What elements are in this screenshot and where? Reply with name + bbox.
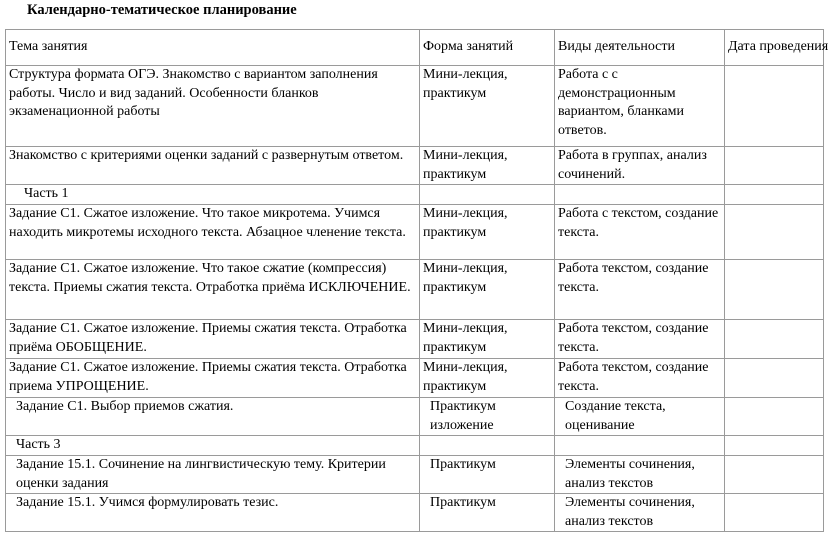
topic-cell: Структура формата ОГЭ. Знакомство с вариантом заполнения работы. Число и вид заданий. Особенности бланков экзаменационной работы (6, 66, 420, 147)
form-cell: Мини-лекция, практикум (420, 205, 555, 260)
activity-cell: Работа с с демонстрационным вариантом, бланками ответов. (555, 66, 725, 147)
header-activity-label: Виды деятельности (558, 39, 676, 55)
date-cell (725, 494, 824, 532)
header-date-label: Дата проведения (728, 39, 828, 55)
topic-cell: Задание С1. Сжатое изложение. Приемы сжатия текста. Отработка приёма ОБОБЩЕНИЕ. (6, 320, 420, 359)
table-row (6, 66, 824, 147)
empty-cell (555, 436, 725, 456)
form-cell: Практикум (420, 456, 555, 494)
date-cell (725, 359, 824, 398)
form-cell: Мини-лекция, практикум (420, 66, 555, 147)
section-label: Часть 3 (6, 436, 420, 456)
table-row (6, 260, 824, 320)
activity-cell: Работа с текстом, создание текста. (555, 205, 725, 260)
topic-cell: Задание С1. Сжатое изложение. Что такое микротема. Учимся находить микротемы исходного текста. Абзацное членение текста. (6, 205, 420, 260)
date-cell (725, 205, 824, 260)
section-row (6, 436, 824, 456)
form-cell: Практикум (420, 494, 555, 532)
date-cell (725, 260, 824, 320)
header-form-label: Форма занятий (423, 39, 514, 55)
date-cell (725, 147, 824, 185)
date-cell (725, 320, 824, 359)
form-cell: Мини-лекция, практикум (420, 260, 555, 320)
table-row (6, 456, 824, 494)
form-cell: Мини-лекция, практикум (420, 147, 555, 185)
section-label: Часть 1 (6, 185, 420, 205)
header-date (725, 30, 828, 66)
empty-cell (555, 185, 725, 205)
topic-cell: Задание С1. Сжатое изложение. Что такое сжатие (компрессия) текста. Приемы сжатия текста. Отработка приёма ИСКЛЮЧЕНИЕ. (6, 260, 420, 320)
header-activity (555, 30, 725, 66)
topic-cell: Задание 15.1. Сочинение на лингвистическую тему. Критерии оценки задания (6, 456, 420, 494)
activity-cell: Элементы сочинения, анализ текстов (555, 456, 725, 494)
table-row (6, 359, 824, 398)
topic-cell: Задание 15.1. Учимся формулировать тезис. (6, 494, 420, 532)
planning-table (5, 29, 828, 532)
activity-cell: Элементы сочинения, анализ текстов (555, 494, 725, 532)
table-row (6, 320, 824, 359)
empty-cell (420, 436, 555, 456)
form-cell: Мини-лекция, практикум (420, 320, 555, 359)
empty-cell (725, 185, 824, 205)
form-cell: Мини-лекция, практикум (420, 359, 555, 398)
activity-cell: Работа текстом, создание текста. (555, 260, 725, 320)
header-form (420, 30, 555, 66)
topic-cell: Задание С1. Сжатое изложение. Приемы сжатия текста. Отработка приема УПРОЩЕНИЕ. (6, 359, 420, 398)
page-title: Календарно-тематическое планирование (27, 2, 297, 18)
activity-cell: Создание текста, оценивание (555, 398, 725, 436)
date-cell (725, 456, 824, 494)
header-topic-label: Тема занятия (9, 39, 88, 55)
table-row (6, 494, 824, 532)
section-row (6, 185, 824, 205)
empty-cell (725, 436, 824, 456)
activity-cell: Работа текстом, создание текста. (555, 320, 725, 359)
activity-cell: Работа текстом, создание текста. (555, 359, 725, 398)
table-row (6, 398, 824, 436)
topic-cell: Задание С1. Выбор приемов сжатия. (6, 398, 420, 436)
empty-cell (420, 185, 555, 205)
topic-cell: Знакомство с критериями оценки заданий с развернутым ответом. (6, 147, 420, 185)
form-cell: Практикум изложение (420, 398, 555, 436)
table-row (6, 147, 824, 185)
date-cell (725, 398, 824, 436)
date-cell (725, 66, 824, 147)
header-topic (6, 30, 420, 66)
table-header-row (6, 30, 824, 66)
activity-cell: Работа в группах, анализ сочинений. (555, 147, 725, 185)
table-row (6, 205, 824, 260)
